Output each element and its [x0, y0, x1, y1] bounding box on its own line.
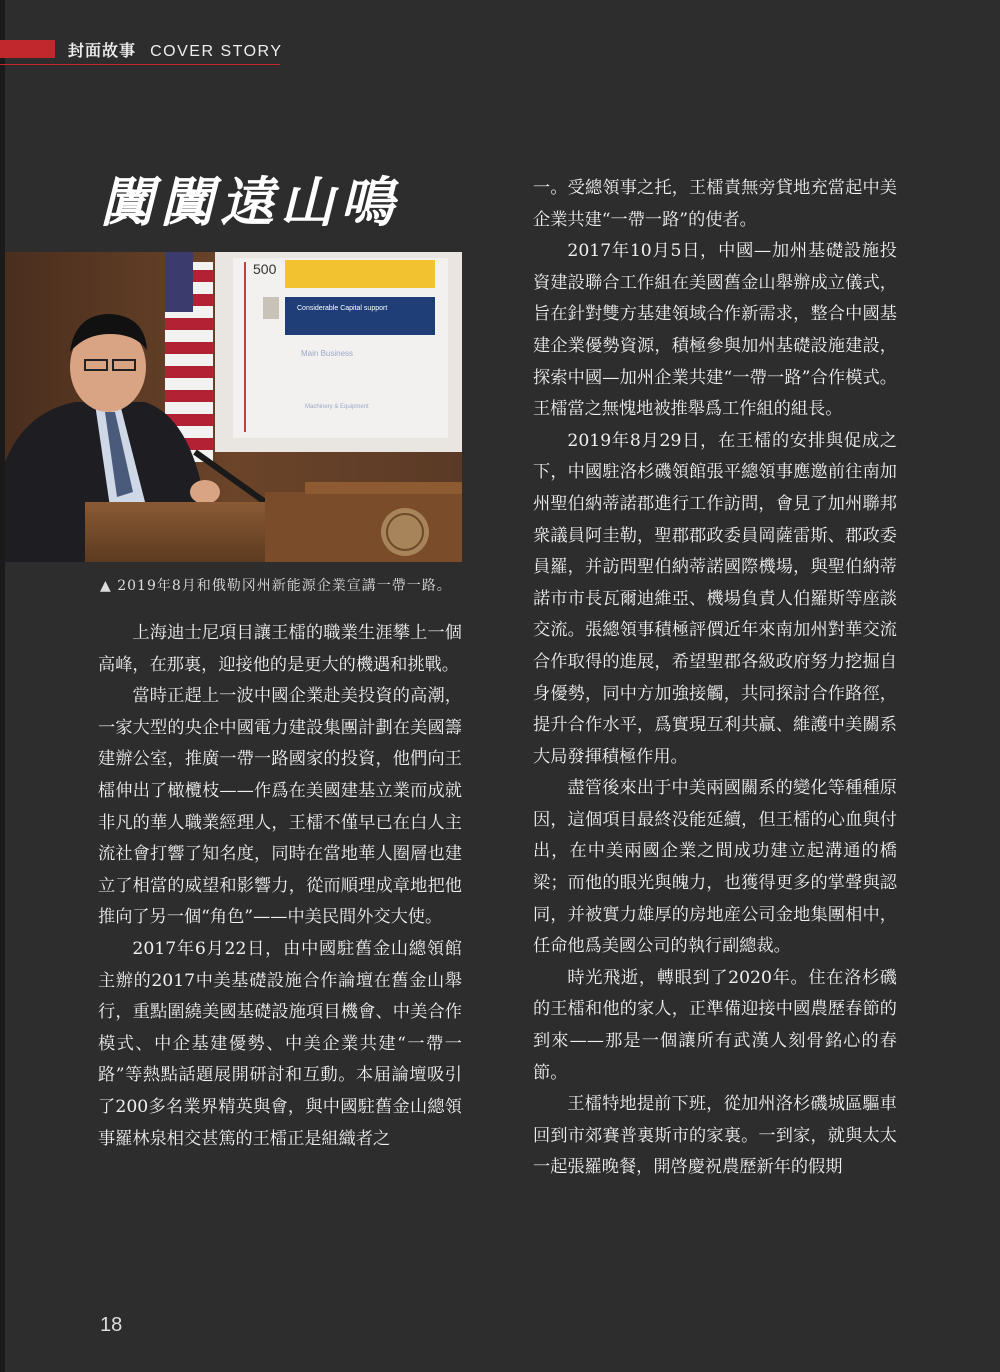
left-column [98, 618, 462, 1155]
paragraph: 當時正趕上一波中國企業赴美投資的高潮，一家大型的央企中國電力建設集團計劃在美國籌建辦公室，推廣一帶一路國家的投資，他們向王檑伸出了橄欖枝——作爲在美國建基立業而成就非凡的華人職業經理人，王檑不僅早已在白人主流社會打響了知名度，同時在當地華人圈層也建立了相當的威望和影響力，從而順理成章地把他推向了另一個“角色”——中美民間外交大使。 [98, 686, 462, 928]
section-title-zh: 封面故事 [68, 41, 137, 60]
section-header [68, 38, 283, 61]
paragraph: 時光飛逝，轉眼到了2020年。住在洛杉磯的王檑和他的家人，正準備迎接中國農歷春節的到來——那是一個讓所有武漢人刻骨銘心的春節。 [533, 967, 897, 1083]
page-number: 18 [100, 1314, 123, 1336]
page-edge-rule [0, 0, 5, 1372]
photo-caption: ▲ 2019年8月和俄勒冈州新能源企業宣講一帶一路。 [100, 578, 452, 594]
svg-text:Considerable Capital support: Considerable Capital support [297, 305, 388, 312]
svg-text:Machinery & Equipment: Machinery & Equipment [305, 404, 369, 410]
svg-text:500: 500 [253, 261, 277, 277]
article-headline: 闐闐遠山鳴 [100, 170, 400, 234]
section-underline [0, 64, 280, 65]
paragraph: 2017年6月22日，由中國駐舊金山總領館主辦的2017中美基礎設施合作論壇在舊金山舉行，重點圍繞美國基礎設施項目機會、中美合作模式、中企基建優勢、中美企業共建“一帶一路”等熱點話題展開研討和互動。本届論壇吸引了200多名業界精英與會，與中國駐舊金山總領事羅林泉相交甚篤的王檑正是組織者之 [98, 938, 462, 1149]
paragraph: 2019年8月29日，在王檑的安排與促成之下，中國駐洛杉磯領館張平總領事應邀前往南加州聖伯納蒂諾郡進行工作訪問，會見了加州聯邦衆議員阿圭勒，聖郡郡政委員岡薩雷斯、郡政委員羅，并訪問聖伯納蒂諾國際機場，與聖伯納蒂諾市市長瓦爾迪維亞、機場負責人伯羅斯等座談交流。張總領事積極評價近年來南加州對華交流合作取得的進展，希望聖郡各級政府努力挖掘自身優勢，同中方加強接觸，共同探討合作路徑，提升合作水平，爲實現互利共赢、維護中美關系大局發揮積極作用。 [533, 430, 897, 767]
section-title-en: COVER STORY [150, 43, 283, 60]
svg-text:Main Business: Main Business [301, 349, 354, 358]
paragraph: 2017年10月5日，中國—加州基礎設施投資建設聯合工作組在美國舊金山舉辦成立儀式，旨在針對雙方基建領域合作新需求，整合中國基建企業優勢資源，積極參與加州基礎設施建設，探索中國—加州企業共建“一帶一路”合作模式。王檑當之無愧地被推舉爲工作組的組長。 [533, 241, 897, 420]
paragraph-continued: 一。受總領事之托，王檑責無旁貸地充當起中美企業共建“一帶一路”的使者。 [533, 178, 897, 230]
paragraph: 盡管後來出于中美兩國關系的變化等種種原因，這個項目最終没能延續，但王檑的心血與付出，在中美兩國企業之間成功建立起溝通的橋梁；而他的眼光與魄力，也獲得更多的掌聲與認同，并被實力雄厚的房地産公司金地集團相中，任命他爲美國公司的執行副總裁。 [533, 778, 897, 957]
right-column [533, 173, 897, 1184]
speaker-photo [5, 252, 462, 562]
paragraph: 王檑特地提前下班，從加州洛杉磯城區驅車回到市郊賽普裏斯市的家裏。一到家，就與太太一起張羅晚餐，開啓慶祝農歷新年的假期 [533, 1094, 897, 1178]
paragraph: 上海迪士尼項目讓王檑的職業生涯攀上一個高峰，在那裏，迎接他的是更大的機遇和挑戰。 [98, 623, 462, 675]
section-accent-bar [0, 40, 55, 58]
